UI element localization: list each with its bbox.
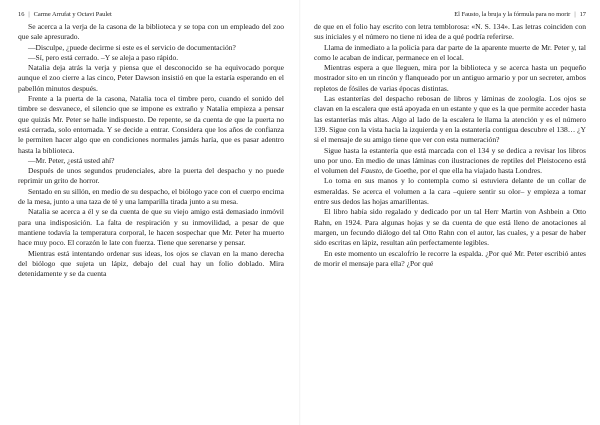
right-page-body <box>314 22 586 269</box>
paragraph-text: , de Goethe, por el que ella ha viajado hasta Londres. <box>381 166 543 176</box>
left-page-header <box>18 0 284 22</box>
paragraph: Natalia deja atrás la verja y piensa que el desconocido se ha equivocado porque aunque el zoo cierre a las cinco, Peter Dawson insistió en que la estaría esperando en el pabellón minutos después. <box>18 63 284 93</box>
paragraph: —Sí, pero está cerrado. –Y se aleja a paso rápido. <box>28 52 179 62</box>
book-title-fausto: Fausto <box>360 166 382 176</box>
paragraph: Frente a la puerta de la casona, Natalia toca el timbre pero, cuando el sonido del timbre se desvanece, el silencio que se impone es extraño y Natalia empieza a pensar que quizás Mr. Peter se halle indispuesto. De repente, se da cuenta de que la puerta no está cerrada, solo entornada. Y se decide a entrar. Considera que los años de confianza le permiten hacer algo que en condiciones normales jamás haría, que es pasar adentro hasta la biblioteca. <box>18 94 284 155</box>
paragraph: En este momento un escalofrío le recorre la espalda. ¿Por qué Mr. Peter escribió antes de morir el mensaje para ella? ¿Por qué <box>314 248 586 268</box>
paragraph: Las estanterías del despacho rebosan de libros y láminas de zoología. Los ojos se clavan en la escalera que está apoyada en un estante y que es la que permite acceder hasta las estanterías más altas. Algo al lado de la escalera le llama la atención y es el número 139. Sigue con la vista hacia la izquierda y en la estantería contigua descubre el 138… ¿Y si el mensaje de su amigo tiene que ver con esta numeración? <box>314 94 586 145</box>
header-separator: | <box>28 11 30 18</box>
paragraph: Sentado en su sillón, en medio de su despacho, el biólogo yace con el cuerpo encima de la mesa, junto a una taza de té y una lamparilla tirada junto a su mesa. <box>18 186 284 207</box>
paragraph: Lo toma en sus manos y lo contempla como si estuviera delante de un collar de esmeraldas. Se acerca el volumen a la cara –quiere sentir su olor– y empieza a tomar entre sus dedos las hojas amarillentas. <box>314 176 586 207</box>
paragraph: Llama de inmediato a la policía para dar parte de la aparente muerte de Mr. Peter y, tal como le acaban de indicar, permanece en el local. <box>314 42 586 62</box>
left-page-number: 16 <box>18 11 25 18</box>
right-page <box>300 0 600 425</box>
left-running-head: Carme Arrufat y Octavi Paulet <box>33 11 112 18</box>
paragraph: Después de unos segundos prudenciales, abre la puerta del despacho y no puede reprimir un grito de horror. <box>18 166 284 186</box>
paragraph: Natalia se acerca a él y se da cuenta de que su viejo amigo está demasiado inmóvil para una indisposición. La falta de respiración y su inmovilidad, a pesar de que mantiene todavía la temperatura corporal, le hacen sospechar que Mr. Peter ha muerto hace muy poco. El corazón le late con fuerza. Tiene que serenarse y pensar. <box>18 207 284 248</box>
right-page-header <box>314 0 586 22</box>
left-page-body <box>18 22 284 279</box>
header-separator: | <box>574 11 576 18</box>
paragraph: —Mr. Peter, ¿está usted ahí? <box>28 155 115 165</box>
paragraph <box>314 146 586 177</box>
paragraph: Se acerca a la verja de la casona de la biblioteca y se topa con un empleado del zoo que sale apresurado. <box>18 22 284 42</box>
paragraph: Mientras espera a que lleguen, mira por la biblioteca y se acerca hasta un pequeño mostrador sito en un rincón y flanqueado por un antiguo armario y por un secreter, ambos repletos de fósiles de varias épocas distintas. <box>314 63 586 93</box>
paragraph-text: Sigue hasta la estantería que está marcada con el 134 y se dedica a revisar los libros uno por uno. En medio de unas láminas con ilustraciones de reptiles del Pleistoceno está el volumen del <box>314 145 586 176</box>
right-page-number: 17 <box>579 11 586 18</box>
paragraph: —Disculpe, ¿puede decirme si este es el servicio de documentación? <box>28 42 236 52</box>
right-running-head: El Fausto, la bruja y la fórmula para no morir <box>454 11 571 18</box>
paragraph: El libro había sido regalado y dedicado por un tal Herr Martin von Ashbein a Otto Rahn, en 1924. Para algunas hojas y se da cuenta de que está lleno de anotaciones al margen, un fecundo diálogo del tal Otto Rahn con el autor, las cuales, y a pesar de haber sido escritas en lápiz, resultan aún perfectamente legibles. <box>314 207 586 248</box>
paragraph: de que en el folio hay escrito con letra temblorosa: «N. S. 134». Las letras coinciden con sus iniciales y el número no tiene ni idea de a qué podría referirse. <box>314 22 586 42</box>
paragraph: Mientras está intentando ordenar sus ideas, los ojos se clavan en la mano derecha del biólogo que sujeta un lápiz, debajo del cual hay un folio doblado. Mira detenidamente y se da cuenta <box>18 248 284 279</box>
